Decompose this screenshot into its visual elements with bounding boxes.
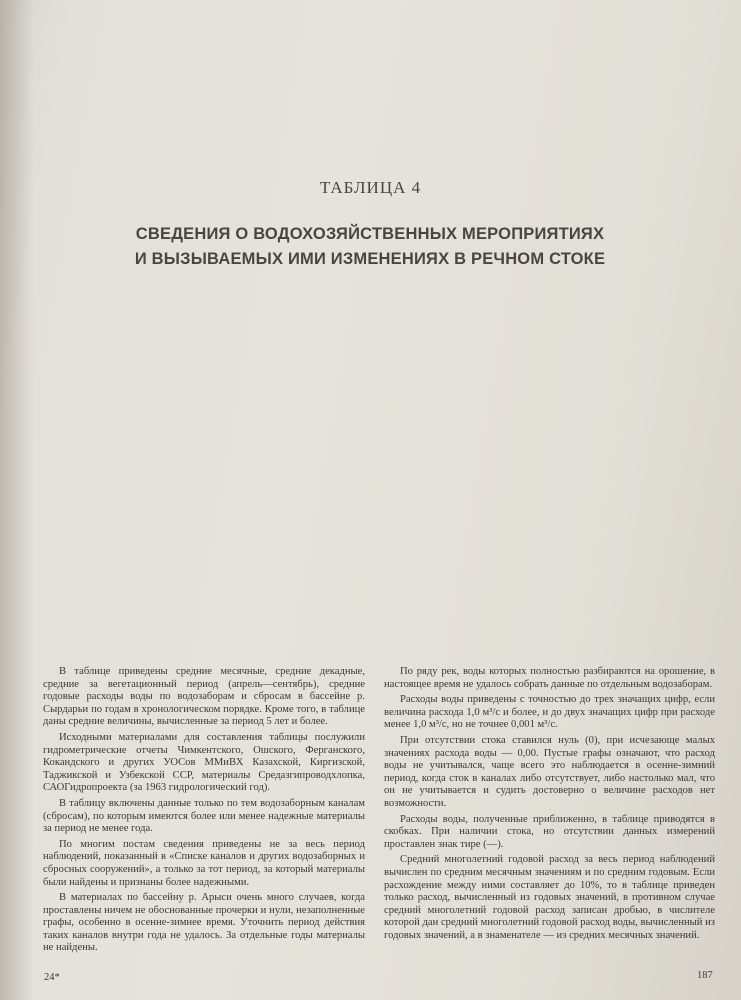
table-number: ТАБЛИЦА 4 xyxy=(319,178,422,197)
binding-shadow xyxy=(0,0,34,1000)
paragraph: В таблице приведены средние месячные, средние декадные, средние за вегетационный период (апрель—сентябрь), средние годовые расходы воды по водозаборам и сбросам в бассейне р. Сырдарьи по годам в хронологическом порядке. Кроме того, в таблице даны средние величины, вычисленные за период 5 лет и более. xyxy=(43,666,365,728)
paragraph: Расходы воды, полученные приближенно, в таблице приводятся в скобках. При наличии стока, но отсутствии данных измерений проставлен знак тире (—). xyxy=(384,813,715,850)
page-number: 187 xyxy=(697,970,713,981)
title-line-1: СВЕДЕНИЯ О ВОДОХОЗЯЙСТВЕННЫХ МЕРОПРИЯТИЯХ xyxy=(135,225,605,243)
left-text-column xyxy=(43,666,365,955)
signature-mark: 24* xyxy=(44,972,60,983)
paragraph: Расходы воды приведены с точностью до трех значащих цифр, если величина расхода 1,0 м³/с и более, и до двух значащих цифр при расходе менее 1,0 м³/с, но не точнее 0,001 м³/с. xyxy=(384,694,715,731)
paragraph: В таблицу включены данные только по тем водозаборным каналам (сбросам), по которым имеются более или менее надежные материалы за период не менее года. xyxy=(43,797,365,835)
paragraph: Исходными материалами для составления таблицы послужили гидрометрические отчеты Чимкентского, Ошского, Ферганского, Кокандского и других УОСов ММиВХ Казахской, Киргизской, Таджикской и Узбекской ССР, материалы Средазгипроводхлопка, САОГидропроекта (за 1963 гидрологический год). xyxy=(43,731,365,794)
paragraph: В материалах по бассейну р. Арыси очень много случаев, когда проставлены ничем не обоснованные прочерки и нули, незаполненные графы, особенно в осенне-зимнее время. Уточнить период действия таких каналов внутри года не удалось. За отдельные годы материалы не найдены. xyxy=(43,892,365,954)
paragraph: При отсутствии стока ставился нуль (0), при исчезающе малых значениях расхода воды — 0,00. Пустые графы означают, что расход воды не учитывался, чаще всего это наблюдается в осенне-зимний период, когда сток в каналах либо отсутствует, либо настолько мал, что он не учитывается и судить достоверно о величине расходов нет возможности. xyxy=(384,734,715,809)
paragraph: По ряду рек, воды которых полностью разбираются на орошение, в настоящее время не удалось собрать данные по отдельным водозаборам. xyxy=(384,666,715,690)
right-text-column xyxy=(384,666,715,942)
paragraph: Средний многолетний годовой расход за весь период наблюдений вычислен по средним месячным значениям и по средним годовым. Если расхождение между ними составляет до 10%, то в таблице приведен только расход, вычисленный из годовых значений, в противном случае средний многолетний годовой расход записан дробью, в числителе которой дан средний многолетний годовой расход воды, вычисленный из годовых значений, а в знаменателе — из средних месячных значений. xyxy=(384,854,715,941)
page-title xyxy=(70,222,670,272)
title-line-2: И ВЫЗЫВАЕМЫХ ИМИ ИЗМЕНЕНИЯХ В РЕЧНОМ СТОКЕ xyxy=(134,250,606,268)
paragraph: По многим постам сведения приведены не за весь период наблюдений, показанный в «Списке каналов и других водозаборных и сбросных сооружений», а только за тот период, за который материалы были найдены и признаны более надежными. xyxy=(43,838,365,888)
